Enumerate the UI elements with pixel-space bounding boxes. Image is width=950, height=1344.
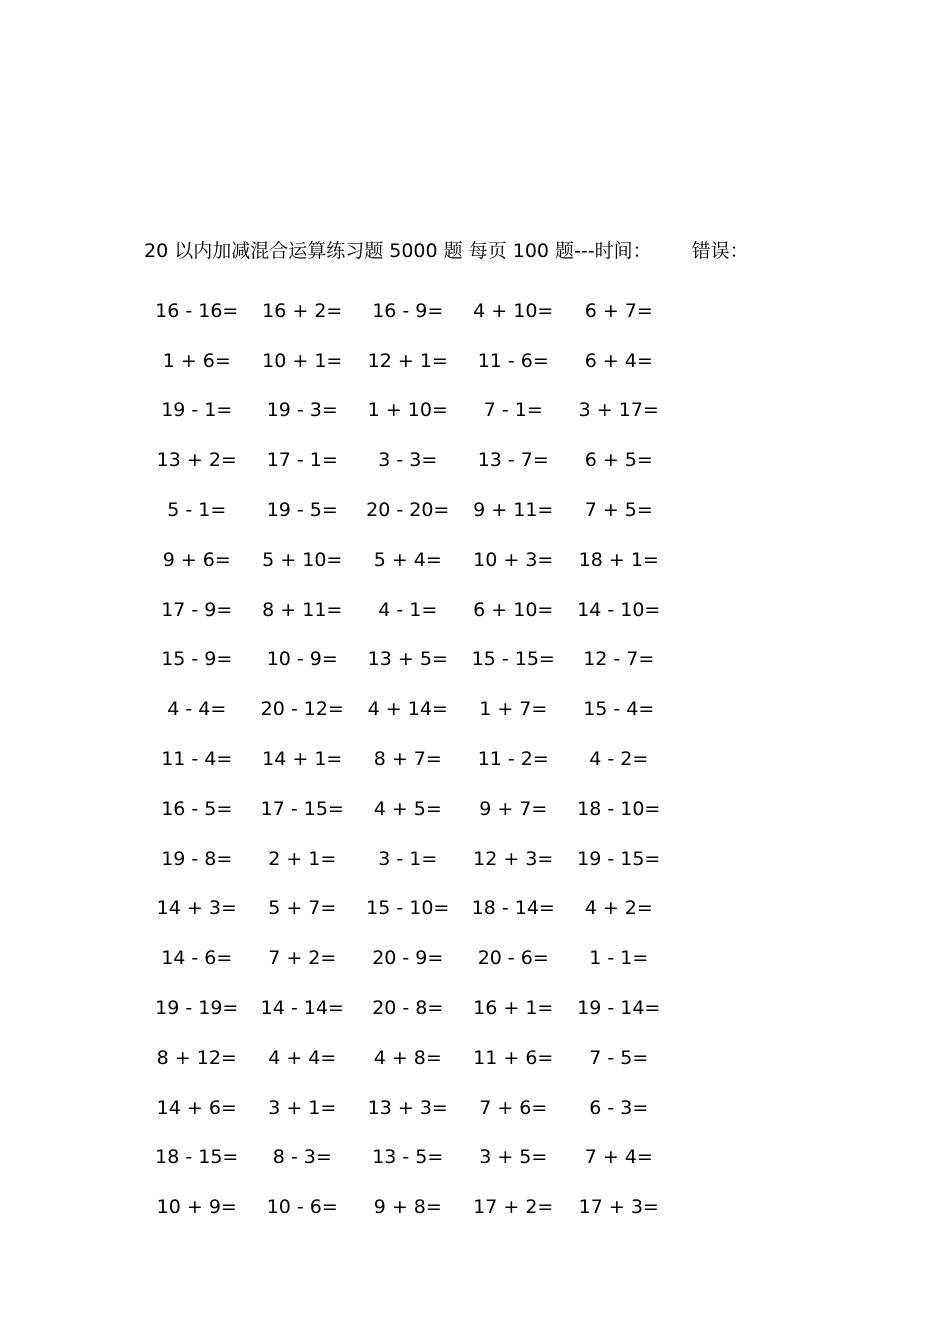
- problem-item: 7 + 5=: [584, 499, 653, 522]
- problem-item: 8 + 7=: [373, 748, 442, 771]
- problem-item: 12 + 1=: [367, 349, 448, 372]
- problem-item: 17 - 1=: [266, 449, 338, 472]
- problem-row: [144, 784, 672, 834]
- problem-item: 8 + 11=: [262, 598, 343, 621]
- errors-label: 错误：: [691, 240, 749, 262]
- problem-item: 11 - 2=: [477, 748, 549, 771]
- problem-item: 5 + 10=: [262, 548, 343, 571]
- problem-item: 12 + 3=: [473, 847, 554, 870]
- problem-item: 10 + 1=: [262, 349, 343, 372]
- problem-item: 16 - 5=: [161, 797, 233, 820]
- problem-item: 8 + 12=: [156, 1046, 237, 1069]
- problem-item: 14 + 1=: [262, 748, 343, 771]
- problem-item: 9 + 7=: [479, 797, 548, 820]
- problem-item: 7 + 4=: [584, 1146, 653, 1169]
- problem-item: 1 + 10=: [367, 399, 448, 422]
- problem-row: [144, 386, 672, 436]
- problem-item: 19 - 5=: [266, 499, 338, 522]
- problem-item: 6 + 5=: [584, 449, 653, 472]
- problem-item: 10 + 9=: [156, 1196, 237, 1219]
- problem-item: 17 + 2=: [473, 1196, 554, 1219]
- problem-item: 16 + 1=: [473, 997, 554, 1020]
- problem-row: [144, 884, 672, 934]
- problem-item: 16 - 9=: [372, 299, 444, 322]
- problem-item: 13 - 5=: [372, 1146, 444, 1169]
- problem-item: 17 - 9=: [161, 598, 233, 621]
- problem-item: 7 + 6=: [479, 1096, 548, 1119]
- problem-row: [144, 1033, 672, 1083]
- problem-item: 20 - 6=: [477, 947, 549, 970]
- problem-item: 19 - 14=: [577, 997, 661, 1020]
- problem-item: 5 + 4=: [373, 548, 442, 571]
- problem-item: 9 + 11=: [473, 499, 554, 522]
- problem-item: 18 - 14=: [471, 897, 555, 920]
- problem-row: [144, 834, 672, 884]
- problem-item: 10 - 6=: [266, 1196, 338, 1219]
- problem-item: 3 + 17=: [578, 399, 659, 422]
- problem-item: 16 + 2=: [262, 299, 343, 322]
- problem-item: 19 - 15=: [577, 847, 661, 870]
- problem-item: 4 - 1=: [378, 598, 438, 621]
- problem-item: 14 - 14=: [260, 997, 344, 1020]
- problem-item: 20 - 9=: [372, 947, 444, 970]
- problem-item: 3 + 5=: [479, 1146, 548, 1169]
- problem-row: [144, 485, 672, 535]
- problem-item: 16 - 16=: [155, 299, 239, 322]
- problem-item: 3 + 1=: [268, 1096, 337, 1119]
- problem-item: 9 + 8=: [373, 1196, 442, 1219]
- problem-item: 11 + 6=: [473, 1046, 554, 1069]
- problem-item: 14 + 3=: [156, 897, 237, 920]
- problem-item: 14 - 10=: [577, 598, 661, 621]
- problem-item: 4 - 2=: [589, 748, 649, 771]
- problem-item: 7 - 5=: [589, 1046, 649, 1069]
- problem-item: 5 + 7=: [268, 897, 337, 920]
- problem-row: [144, 585, 672, 635]
- problem-item: 6 + 7=: [584, 299, 653, 322]
- problem-item: 14 - 6=: [161, 947, 233, 970]
- problem-item: 4 + 5=: [373, 797, 442, 820]
- problem-item: 18 - 15=: [155, 1146, 239, 1169]
- problem-row: [144, 933, 672, 983]
- problem-row: [144, 535, 672, 585]
- problem-item: 13 - 7=: [477, 449, 549, 472]
- problem-item: 3 - 3=: [378, 449, 438, 472]
- problem-item: 19 - 8=: [161, 847, 233, 870]
- problem-item: 11 - 4=: [161, 748, 233, 771]
- problem-item: 4 + 4=: [268, 1046, 337, 1069]
- problem-item: 4 + 10=: [473, 299, 554, 322]
- problem-item: 4 - 4=: [167, 698, 227, 721]
- problem-row: [144, 734, 672, 784]
- problem-item: 17 - 15=: [260, 797, 344, 820]
- problem-row: [144, 1133, 672, 1183]
- problem-item: 13 + 3=: [367, 1096, 448, 1119]
- problem-item: 10 - 9=: [266, 648, 338, 671]
- problem-item: 12 - 7=: [583, 648, 655, 671]
- problem-item: 18 + 1=: [578, 548, 659, 571]
- problem-item: 17 + 3=: [578, 1196, 659, 1219]
- problem-item: 6 + 4=: [584, 349, 653, 372]
- problem-item: 6 + 10=: [473, 598, 554, 621]
- problem-item: 15 - 10=: [366, 897, 450, 920]
- problem-item: 19 - 1=: [161, 399, 233, 422]
- problem-item: 1 + 6=: [162, 349, 231, 372]
- problem-row: [144, 435, 672, 485]
- problem-item: 1 - 1=: [589, 947, 649, 970]
- problem-item: 8 - 3=: [272, 1146, 332, 1169]
- problem-item: 4 + 14=: [367, 698, 448, 721]
- problem-item: 15 - 9=: [161, 648, 233, 671]
- title-text: 20 以内加减混合运算练习题 5000 题 每页 100 题---时间：: [144, 240, 652, 262]
- problem-item: 20 - 8=: [372, 997, 444, 1020]
- problem-item: 18 - 10=: [577, 797, 661, 820]
- problem-item: 15 - 15=: [471, 648, 555, 671]
- problem-item: 13 + 5=: [367, 648, 448, 671]
- problem-item: 3 - 1=: [378, 847, 438, 870]
- problem-item: 20 - 20=: [366, 499, 450, 522]
- problem-row: [144, 983, 672, 1033]
- worksheet-title: [144, 236, 749, 263]
- problem-item: 19 - 19=: [155, 997, 239, 1020]
- problem-item: 4 + 8=: [373, 1046, 442, 1069]
- problem-item: 2 + 1=: [268, 847, 337, 870]
- problem-row: [144, 684, 672, 734]
- problem-row: [144, 1182, 672, 1232]
- problem-item: 7 - 1=: [483, 399, 543, 422]
- problem-grid: [144, 286, 672, 1232]
- problem-item: 7 + 2=: [268, 947, 337, 970]
- problem-item: 5 - 1=: [167, 499, 227, 522]
- problem-row: [144, 1083, 672, 1133]
- problem-item: 14 + 6=: [156, 1096, 237, 1119]
- problem-item: 20 - 12=: [260, 698, 344, 721]
- problem-item: 15 - 4=: [583, 698, 655, 721]
- problem-item: 11 - 6=: [477, 349, 549, 372]
- problem-item: 19 - 3=: [266, 399, 338, 422]
- problem-item: 6 - 3=: [589, 1096, 649, 1119]
- problem-item: 1 + 7=: [479, 698, 548, 721]
- problem-item: 9 + 6=: [162, 548, 231, 571]
- problem-row: [144, 336, 672, 386]
- problem-item: 10 + 3=: [473, 548, 554, 571]
- problem-item: 13 + 2=: [156, 449, 237, 472]
- problem-row: [144, 635, 672, 685]
- problem-item: 4 + 2=: [584, 897, 653, 920]
- problem-row: [144, 286, 672, 336]
